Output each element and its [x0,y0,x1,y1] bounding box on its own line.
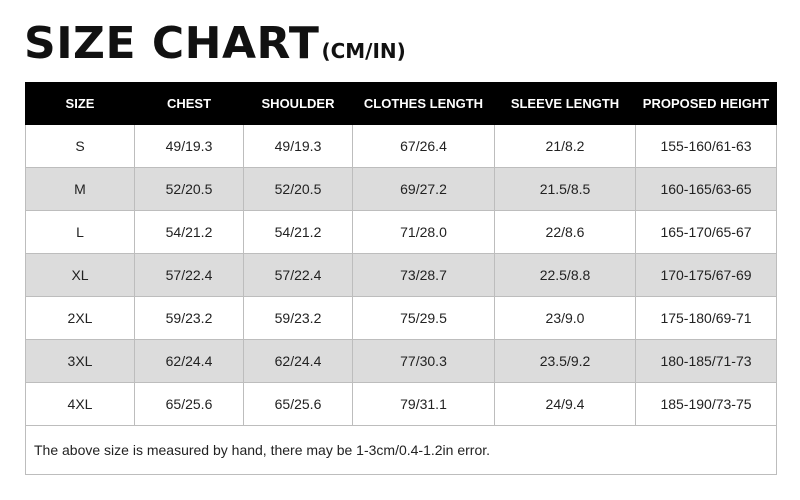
cell-chest: 59/23.2 [135,297,244,340]
cell-size: L [26,211,135,254]
cell-chest: 52/20.5 [135,168,244,211]
note-row [26,426,777,475]
cell-proposed-height: 170-175/67-69 [636,254,777,297]
header-shoulder: SHOULDER [244,83,353,125]
cell-proposed-height: 180-185/71-73 [636,340,777,383]
cell-chest: 49/19.3 [135,125,244,168]
cell-clothes-length: 67/26.4 [353,125,495,168]
cell-sleeve-length: 21/8.2 [495,125,636,168]
header-sleeve-length: SLEEVE LENGTH [495,83,636,125]
measurement-note: The above size is measured by hand, there may be 1-3cm/0.4-1.2in error. [26,426,777,475]
cell-shoulder: 52/20.5 [244,168,353,211]
cell-clothes-length: 75/29.5 [353,297,495,340]
cell-proposed-height: 165-170/65-67 [636,211,777,254]
cell-sleeve-length: 22.5/8.8 [495,254,636,297]
size-chart-title [24,14,406,74]
title-unit: (CM/IN) [321,39,406,63]
cell-size: S [26,125,135,168]
cell-proposed-height: 185-190/73-75 [636,383,777,426]
table-row [26,383,777,426]
cell-size: 3XL [26,340,135,383]
cell-shoulder: 54/21.2 [244,211,353,254]
cell-size: 2XL [26,297,135,340]
cell-proposed-height: 175-180/69-71 [636,297,777,340]
title-main: SIZE CHART [24,18,320,69]
table-row [26,211,777,254]
table-row [26,125,777,168]
cell-shoulder: 59/23.2 [244,297,353,340]
cell-sleeve-length: 21.5/8.5 [495,168,636,211]
table-row [26,254,777,297]
table-body [26,125,777,426]
cell-chest: 54/21.2 [135,211,244,254]
cell-proposed-height: 160-165/63-65 [636,168,777,211]
cell-clothes-length: 73/28.7 [353,254,495,297]
cell-clothes-length: 69/27.2 [353,168,495,211]
cell-clothes-length: 77/30.3 [353,340,495,383]
cell-sleeve-length: 24/9.4 [495,383,636,426]
cell-clothes-length: 79/31.1 [353,383,495,426]
table-header [26,83,777,125]
table-row [26,297,777,340]
cell-shoulder: 65/25.6 [244,383,353,426]
header-clothes-length: CLOTHES LENGTH [353,83,495,125]
table-row [26,168,777,211]
cell-chest: 57/22.4 [135,254,244,297]
cell-shoulder: 57/22.4 [244,254,353,297]
header-proposed-height: PROPOSED HEIGHT [636,83,777,125]
cell-proposed-height: 155-160/61-63 [636,125,777,168]
cell-shoulder: 62/24.4 [244,340,353,383]
cell-shoulder: 49/19.3 [244,125,353,168]
cell-size: 4XL [26,383,135,426]
cell-sleeve-length: 23/9.0 [495,297,636,340]
table-footer [26,426,777,475]
cell-chest: 62/24.4 [135,340,244,383]
cell-size: XL [26,254,135,297]
header-size: SIZE [26,83,135,125]
table-row [26,340,777,383]
cell-sleeve-length: 23.5/9.2 [495,340,636,383]
header-chest: CHEST [135,83,244,125]
cell-sleeve-length: 22/8.6 [495,211,636,254]
header-row [26,83,777,125]
cell-size: M [26,168,135,211]
size-chart-table [25,82,777,475]
cell-chest: 65/25.6 [135,383,244,426]
cell-clothes-length: 71/28.0 [353,211,495,254]
